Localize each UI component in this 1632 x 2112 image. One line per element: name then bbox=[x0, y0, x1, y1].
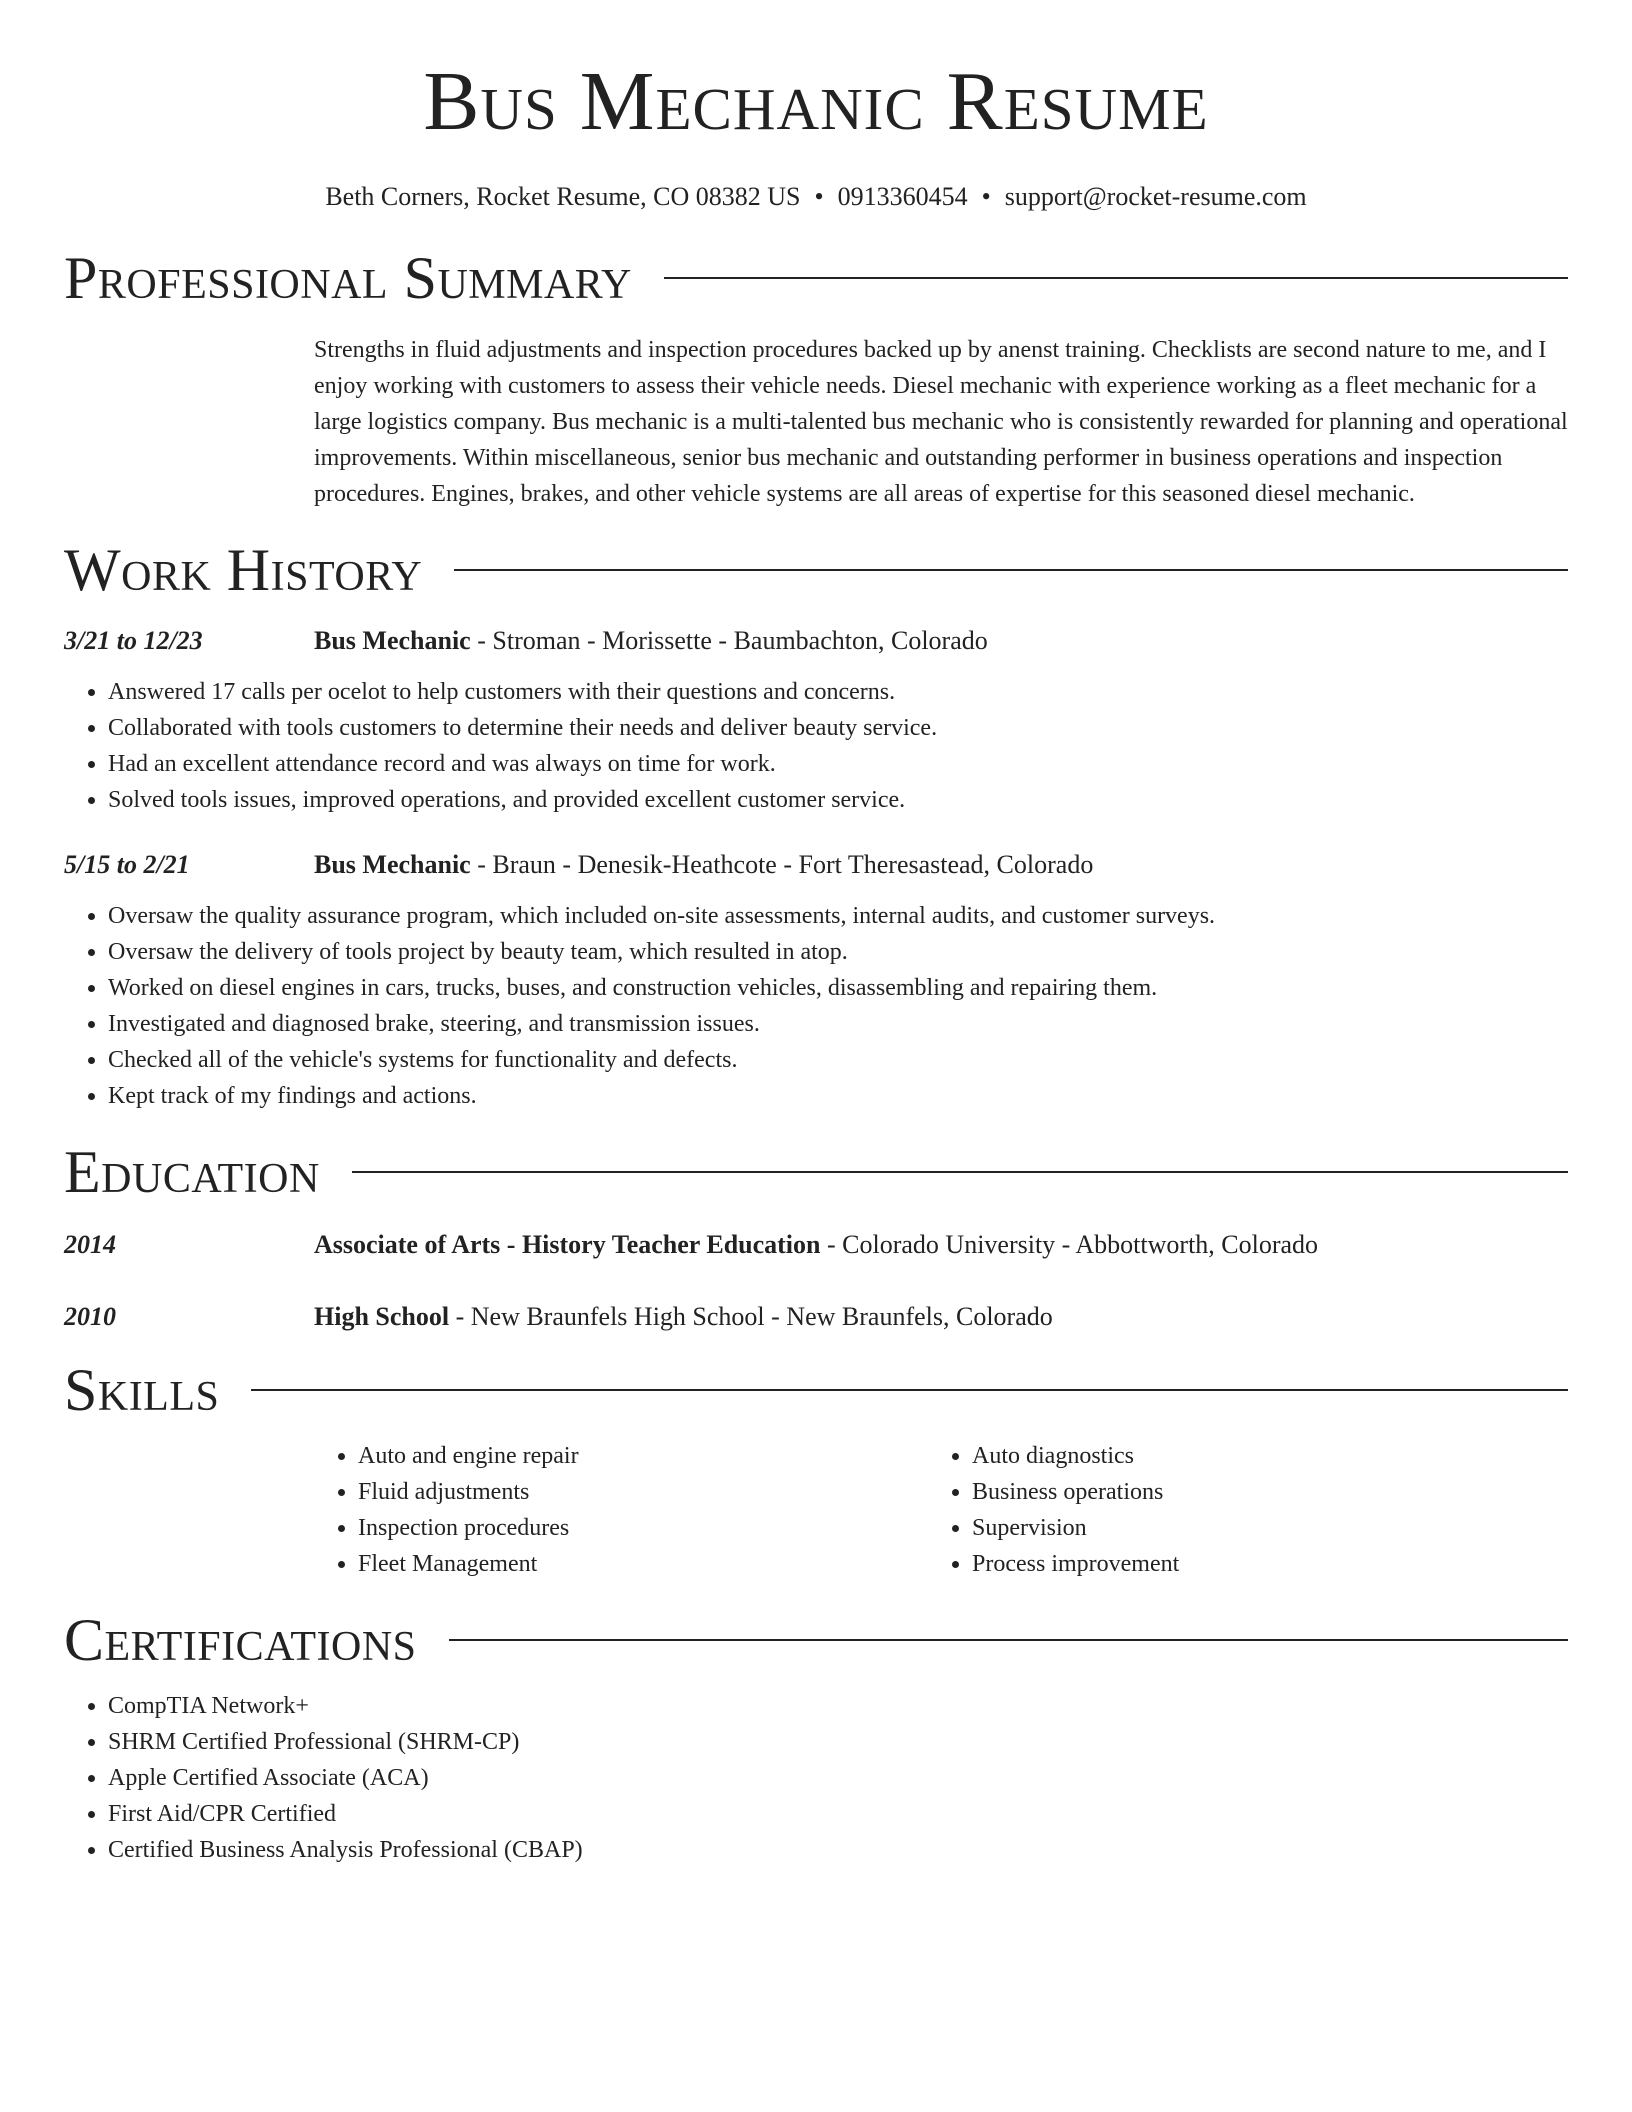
certifications-section-header bbox=[64, 1607, 1568, 1673]
job-bullet: • Investigated and diagnosed brake, steering, and transmission issues. bbox=[108, 1006, 1568, 1042]
job-title: Bus Mechanic bbox=[314, 850, 471, 879]
job-dates: 5/15 to 2/21 bbox=[64, 850, 190, 879]
certification-item: • SHRM Certified Professional (SHRM-CP) bbox=[108, 1724, 1568, 1760]
education-degree: High School bbox=[314, 1302, 450, 1331]
skill-item: • Business operations bbox=[972, 1474, 1542, 1510]
job-bullets bbox=[64, 898, 1568, 1114]
skill-item: • Auto and engine repair bbox=[358, 1438, 928, 1474]
education-details: - Colorado University - Abbottworth, Colorado bbox=[820, 1230, 1319, 1259]
job-bullet: • Answered 17 calls per ocelot to help customers with their questions and concerns. bbox=[108, 674, 1568, 710]
job-line bbox=[314, 626, 988, 656]
job-bullet: • Oversaw the delivery of tools project by beauty team, which resulted in atop. bbox=[108, 934, 1568, 970]
job-bullet: • Solved tools issues, improved operations, and provided excellent customer service. bbox=[108, 782, 1568, 818]
certifications-list bbox=[64, 1688, 1568, 1868]
job-header bbox=[64, 850, 1568, 880]
contact-separator: • bbox=[981, 182, 991, 211]
certification-item: • Apple Certified Associate (ACA) bbox=[108, 1760, 1568, 1796]
job-bullet: • Had an excellent attendance record and was always on time for work. bbox=[108, 746, 1568, 782]
job-entry bbox=[64, 850, 1568, 1114]
skills-column-right bbox=[928, 1438, 1542, 1582]
certification-item: • First Aid/CPR Certified bbox=[108, 1796, 1568, 1832]
job-bullet: • Kept track of my findings and actions. bbox=[108, 1078, 1568, 1114]
certifications-heading: Certifications bbox=[64, 1607, 417, 1673]
job-dates: 3/21 to 12/23 bbox=[64, 626, 203, 655]
skill-item: • Process improvement bbox=[972, 1546, 1542, 1582]
certification-item: • Certified Business Analysis Professional (CBAP) bbox=[108, 1832, 1568, 1868]
contact-email[interactable]: support@rocket-resume.com bbox=[1004, 182, 1307, 211]
job-entry bbox=[64, 626, 1568, 818]
job-bullet: • Oversaw the quality assurance program, which included on-site assessments, internal audits, and customer surveys. bbox=[108, 898, 1568, 934]
job-bullet: • Collaborated with tools customers to determine their needs and deliver beauty service. bbox=[108, 710, 1568, 746]
work-heading: Work History bbox=[64, 537, 423, 603]
summary-text: Strengths in fluid adjustments and inspection procedures backed up by anenst training. Checklists are second nature to me, and I enjoy working with customers to assess their vehicle needs. Diesel mechanic with experience working as a fleet mechanic for a large logistics company. Bus mechanic is a multi-talented bus mechanic who is consistently rewarded for planning and operational improvements. Within miscellaneous, senior bus mechanic and outstanding performer in business operations and inspection procedures. Engines, brakes, and other vehicle systems are all areas of expertise for this seasoned diesel mechanic. bbox=[314, 337, 1568, 507]
skill-item: • Fleet Management bbox=[358, 1546, 928, 1582]
job-bullet: • Worked on diesel engines in cars, trucks, buses, and construction vehicles, disassembling and repairing them. bbox=[108, 970, 1568, 1006]
contact-address: Beth Corners, Rocket Resume, CO 08382 US bbox=[325, 182, 801, 211]
skill-item: • Auto diagnostics bbox=[972, 1438, 1542, 1474]
section-rule bbox=[454, 569, 1568, 571]
education-entry bbox=[64, 1230, 1568, 1260]
work-section-header bbox=[64, 537, 1568, 603]
job-line bbox=[314, 850, 1093, 880]
skill-item: • Fluid adjustments bbox=[358, 1474, 928, 1510]
job-details: - Stroman - Morissette - Baumbachton, Colorado bbox=[470, 626, 988, 655]
job-details: - Braun - Denesik-Heathcote - Fort Theresastead, Colorado bbox=[470, 850, 1094, 879]
education-year: 2010 bbox=[64, 1302, 116, 1331]
resume-title: Bus Mechanic Resume bbox=[423, 55, 1209, 148]
section-rule bbox=[449, 1639, 1568, 1641]
job-title: Bus Mechanic bbox=[314, 626, 471, 655]
skills-section-header bbox=[64, 1357, 1568, 1423]
section-rule bbox=[251, 1389, 1568, 1391]
education-line bbox=[314, 1302, 1053, 1332]
education-details: - New Braunfels High School - New Braunfels, Colorado bbox=[449, 1302, 1053, 1331]
contact-line bbox=[64, 182, 1568, 212]
skills-column-left bbox=[314, 1438, 928, 1582]
job-header bbox=[64, 626, 1568, 656]
skill-item: • Supervision bbox=[972, 1510, 1542, 1546]
contact-phone: 0913360454 bbox=[837, 182, 968, 211]
section-rule bbox=[352, 1171, 1568, 1173]
education-degree: Associate of Arts - History Teacher Education bbox=[314, 1230, 821, 1259]
education-section-header bbox=[64, 1139, 1568, 1205]
job-bullet: • Checked all of the vehicle's systems for functionality and defects. bbox=[108, 1042, 1568, 1078]
certification-item: • CompTIA Network+ bbox=[108, 1688, 1568, 1724]
education-entry bbox=[64, 1302, 1568, 1332]
summary-section-header bbox=[64, 245, 1568, 311]
education-line bbox=[314, 1230, 1318, 1260]
job-bullets bbox=[64, 674, 1568, 818]
education-year: 2014 bbox=[64, 1230, 116, 1259]
contact-separator: • bbox=[814, 182, 824, 211]
skill-item: • Inspection procedures bbox=[358, 1510, 928, 1546]
summary-heading: Professional Summary bbox=[64, 245, 632, 311]
section-rule bbox=[664, 277, 1568, 279]
education-heading: Education bbox=[64, 1139, 320, 1205]
skills-grid bbox=[314, 1438, 1568, 1582]
skills-heading: Skills bbox=[64, 1357, 220, 1423]
